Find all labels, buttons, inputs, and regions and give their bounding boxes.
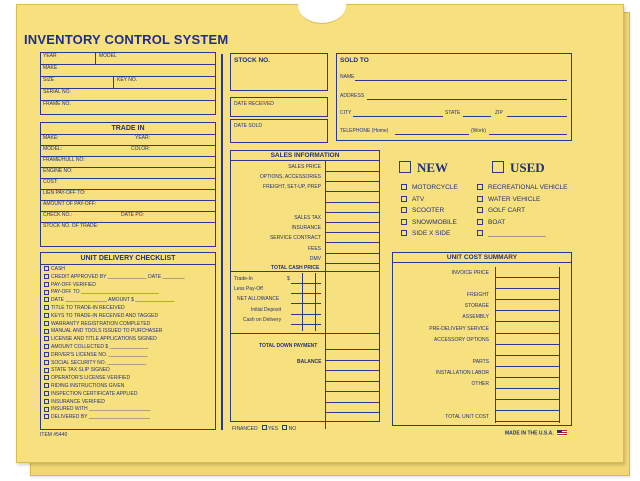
- sales-row-label: SALES TAX: [294, 215, 321, 221]
- vehicle-type-option[interactable]: SIDE X SIDE: [401, 230, 450, 237]
- sales-row-label: FEES: [307, 245, 321, 252]
- checkbox[interactable]: [44, 360, 49, 365]
- trade-color-label: COLOR:: [131, 146, 151, 152]
- sold-to-box: [336, 53, 572, 141]
- checkbox[interactable]: [44, 336, 49, 341]
- unit-delivery-checklist: [40, 252, 216, 430]
- checklist-item: CASH: [41, 266, 215, 274]
- key-no-label: KEY NO.: [117, 77, 138, 83]
- trade-make-label: MAKE:: [43, 135, 59, 141]
- made-in-usa: MADE IN THE U.S.A.: [505, 430, 567, 436]
- checkbox[interactable]: [401, 184, 407, 190]
- net-allowance-label: NET ALLOWANCE: [237, 296, 280, 302]
- date-received-box: [230, 97, 328, 117]
- engine-no-label: ENGINE NO:: [43, 168, 73, 174]
- trade-year-label: YEAR:: [135, 135, 151, 141]
- frame-hull-label: FRAME/HULL NO:: [43, 157, 85, 163]
- cost-row-label: TOTAL UNIT COST: [445, 414, 489, 421]
- sales-row-label: SERVICE CONTRACT: [269, 235, 321, 242]
- total-cash-price-label: TOTAL CASH PRICE: [271, 265, 320, 271]
- checkbox[interactable]: [44, 391, 49, 396]
- checkbox[interactable]: [44, 305, 49, 310]
- trade-in-label: Trade-In: [234, 276, 253, 282]
- cost-row-label: ASSEMBLY: [462, 314, 489, 321]
- date-po-label: DATE PO:: [121, 212, 144, 218]
- size-label: SIZE: [43, 77, 55, 83]
- item-number: ITEM #5440: [40, 432, 68, 438]
- cost-row-label: ACCESSORY OPTIONS: [433, 336, 489, 343]
- checkbox[interactable]: [477, 184, 483, 190]
- checklist-item: MANUAL AND TOOLS ISSUED TO PURCHASER: [41, 328, 215, 336]
- checkbox[interactable]: [44, 407, 49, 412]
- financed-no-label: NO: [288, 426, 297, 432]
- checkbox[interactable]: [477, 230, 483, 236]
- date-sold-box: [230, 119, 328, 143]
- cost-row-label: INVOICE PRICE: [451, 270, 489, 276]
- year-label: YEAR: [43, 53, 57, 59]
- cost-row-label: OTHER: [471, 381, 489, 387]
- checklist-item: PAY-OFF VERIFIED: [41, 282, 215, 290]
- column-divider: [221, 54, 223, 430]
- model-label: MODEL: [99, 53, 117, 59]
- checklist-item: STATE TAX SLIP SIGNED: [41, 367, 215, 375]
- checklist-item: SOCIAL SECURITY NO. ______________: [41, 360, 215, 368]
- telephone-home-label: TELEPHONE (Home): [340, 128, 389, 134]
- checkbox[interactable]: [401, 230, 407, 236]
- checklist-header: UNIT DELIVERY CHECKLIST: [41, 253, 215, 265]
- checkbox[interactable]: [477, 207, 483, 213]
- checkbox[interactable]: [44, 399, 49, 404]
- checkbox[interactable]: [401, 219, 407, 225]
- payoff-amount-label: AMOUNT OF PAY-OFF:: [43, 201, 97, 207]
- checkbox[interactable]: [44, 297, 49, 302]
- initial-deposit-label: Initial Deposit: [251, 307, 282, 313]
- trade-model-label: MODEL:: [43, 146, 63, 152]
- total-down-payment-label: TOTAL DOWN PAYMENT: [259, 343, 318, 349]
- sold-to-header: SOLD TO: [340, 57, 369, 64]
- checkbox[interactable]: [44, 266, 49, 271]
- checklist-item: DELIVERED BY ______________________: [41, 414, 215, 422]
- financed-label: FINANCED: [232, 426, 258, 432]
- dollar-sign: $: [287, 276, 290, 282]
- sales-row-label: OPTIONS, ACCESSORIES: [259, 174, 321, 181]
- city-label: CITY: [340, 110, 352, 116]
- cash-on-delivery-label: Cash on Delivery: [243, 317, 282, 323]
- checkbox[interactable]: [44, 414, 49, 419]
- used-option[interactable]: USED: [492, 160, 545, 176]
- used-checkbox[interactable]: [492, 161, 504, 173]
- sales-row-label: INSURANCE: [291, 225, 321, 232]
- sales-row-label: FREIGHT, SET-UP, PREP: [263, 184, 321, 191]
- new-option[interactable]: NEW: [399, 160, 448, 176]
- checkbox[interactable]: [44, 313, 49, 318]
- sales-row-label: SALES PRICE: [288, 164, 321, 170]
- checklist-item: KEYS TO TRADE-IN RECEIVED AND TAGGED: [41, 313, 215, 321]
- checkbox[interactable]: [44, 375, 49, 380]
- checkbox[interactable]: [44, 321, 49, 326]
- checklist-item: INSPECTION CERTIFICATE APPLIED: [41, 391, 215, 399]
- vehicle-info-box: [40, 52, 216, 115]
- checkbox[interactable]: [477, 196, 483, 202]
- sales-information-box: [230, 150, 380, 422]
- checkbox[interactable]: [44, 368, 49, 373]
- trade-in-box: [40, 122, 216, 247]
- checkbox[interactable]: [401, 207, 407, 213]
- checklist-item: TITLE TO TRADE-IN RECEIVED: [41, 305, 215, 313]
- sales-info-header: SALES INFORMATION: [231, 151, 379, 161]
- checklist-item: INSURANCE VERIFIED: [41, 399, 215, 407]
- checklist-item: WARRANTY REGISTRATION COMPLETED: [41, 321, 215, 329]
- financed-row: [232, 425, 296, 432]
- less-payoff-label: Less Pay-Off: [234, 286, 263, 292]
- name-label: NAME: [340, 74, 355, 80]
- vehicle-type-option[interactable]: SNOWMOBILE: [401, 219, 457, 226]
- telephone-work-label: (Work): [471, 128, 486, 134]
- cost-label: COST:: [43, 179, 58, 185]
- financed-yes-checkbox[interactable]: [262, 425, 267, 430]
- make-label: MAKE: [43, 65, 58, 71]
- stock-no-box: [230, 53, 328, 91]
- lien-payoff-label: LIEN PAY-OFF TO:: [43, 190, 86, 196]
- cost-row-label: STORAGE: [464, 303, 489, 310]
- checklist-item: CREDIT APPROVED BY ______________ DATE ________: [41, 274, 215, 282]
- frame-no-label: FRAME NO.: [43, 101, 71, 107]
- checkbox[interactable]: [44, 282, 49, 287]
- thumb-notch: [298, 0, 346, 24]
- checklist-item: OPERATOR'S LICENSE VERIFIED: [41, 375, 215, 383]
- checklist-item: AMOUNT COLLECTED $ ______________: [41, 344, 215, 352]
- new-checkbox[interactable]: [399, 161, 411, 173]
- serial-no-label: SERIAL NO.: [43, 89, 71, 95]
- cost-row-label: FREIGHT: [467, 292, 489, 299]
- checkbox[interactable]: [44, 383, 49, 388]
- checklist-item: LICENSE AND TITLE APPLICATIONS SIGNED: [41, 336, 215, 344]
- unit-cost-header: UNIT COST SUMMARY: [393, 253, 571, 263]
- trade-in-header: TRADE IN: [41, 123, 215, 135]
- checklist-item: RIDING INSTRUCTIONS GIVEN: [41, 383, 215, 391]
- vehicle-type-option[interactable]: ATV: [401, 196, 424, 203]
- zip-label: ZIP: [495, 110, 503, 116]
- sales-row-label: DMV: [309, 255, 321, 262]
- vehicle-type-option[interactable]: WATER VEHICLE: [477, 196, 540, 203]
- vehicle-type-option[interactable]: RECREATIONAL VEHICLE: [477, 184, 567, 191]
- stock-no-label: STOCK NO.: [234, 57, 270, 64]
- date-received-label: DATE RECEIVED: [234, 101, 274, 107]
- date-sold-label: DATE SOLD: [234, 123, 262, 129]
- checkbox[interactable]: [44, 329, 49, 334]
- form-title: INVENTORY CONTROL SYSTEM: [24, 32, 229, 47]
- cost-row-label: PRE-DELIVERY SERVICE: [429, 325, 489, 332]
- vehicle-type-option[interactable]: MOTORCYCLE: [401, 184, 458, 191]
- checkbox[interactable]: [44, 290, 49, 295]
- checklist-item: INSURED WITH ______________________: [41, 406, 215, 414]
- checklist-item: PAY-OFF TO ____________________________: [41, 289, 215, 297]
- balance-label: BALANCE: [297, 359, 322, 365]
- usa-flag-icon: [557, 430, 567, 436]
- financed-no-checkbox[interactable]: [282, 425, 287, 430]
- checkbox[interactable]: [477, 219, 483, 225]
- checklist-item: DATE _______________ AMOUNT $ ______________: [41, 297, 215, 305]
- stock-no-trade-label: STOCK NO. OF TRADE:: [43, 223, 99, 229]
- unit-cost-summary-box: [392, 252, 572, 426]
- state-label: STATE: [445, 110, 461, 116]
- checkbox[interactable]: [401, 196, 407, 202]
- checkbox[interactable]: [44, 274, 49, 279]
- vehicle-type-option[interactable]: ________________: [477, 230, 546, 237]
- financed-yes-label: YES: [268, 426, 279, 432]
- check-no-label: CHECK NO.:: [43, 212, 73, 218]
- cost-row-label: INSTALLATION LABOR: [435, 369, 489, 376]
- address-label: ADDRESS: [340, 93, 365, 99]
- vehicle-type-option[interactable]: BOAT: [477, 219, 505, 226]
- vehicle-type-option[interactable]: GOLF CART: [477, 207, 525, 214]
- checkbox[interactable]: [44, 344, 49, 349]
- vehicle-type-option[interactable]: SCOOTER: [401, 207, 444, 214]
- checklist-item: DRIVER'S LICENSE NO. ______________: [41, 352, 215, 360]
- checkbox[interactable]: [44, 352, 49, 357]
- cost-row-label: PARTS: [472, 358, 489, 365]
